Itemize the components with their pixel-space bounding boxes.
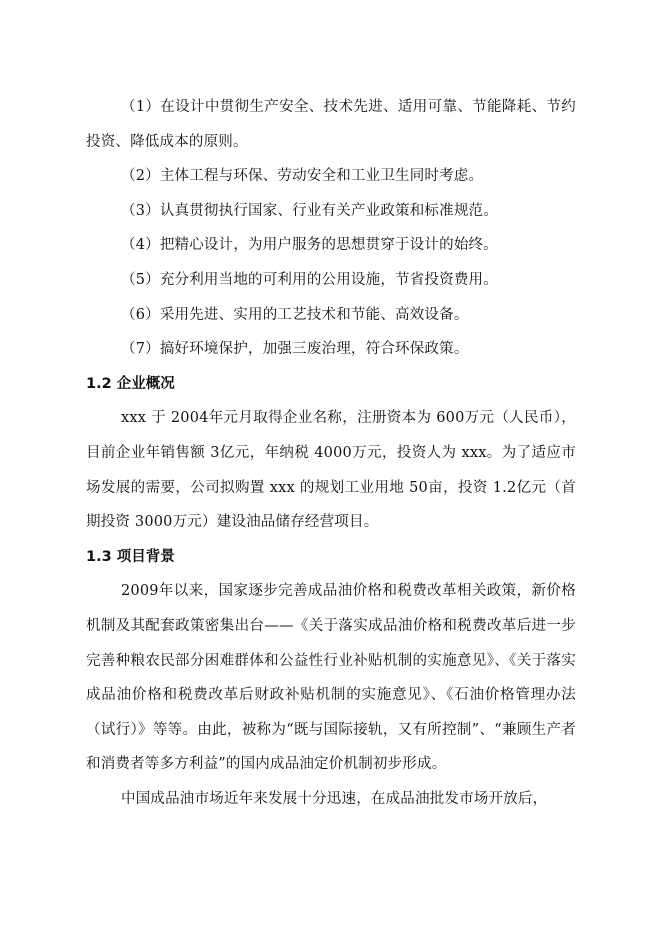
company-overview-paragraph: xxx 于 2004年元月取得企业名称，注册资本为 600万元（人民币），目前企业年销售额 3亿元，年纳税 4000万元，投资人为 xxx。为了适应市场发展的需要，公司拟购置 xxx 的规划工业用地 50亩，投资 1.2亿元（首期投资 3000万元）建设油品储存经营项目。 [86, 410, 576, 531]
principle-item: （6）采用先进、实用的工艺技术和节能、高效设备。 [121, 306, 469, 323]
document-page [86, 90, 576, 816]
principle-item: （7）搞好环境保护，加强三废治理，符合环保政策。 [121, 341, 469, 358]
project-background-paragraph-2: 中国成品油市场近年来发展十分迅速，在成品油批发市场开放后， [121, 790, 548, 807]
principle-item: （3）认真贯彻执行国家、行业有关产业政策和标准规范。 [121, 202, 498, 219]
section-heading-company-overview: 1.2 企业概况 [86, 375, 175, 392]
principle-item: （1）在设计中贯彻生产安全、技术先进、适用可靠、节能降耗、节约投资、降低成本的原则。 [86, 99, 576, 150]
project-background-paragraph: 2009年以来，国家逐步完善成品油价格和税费改革相关政策，新价格机制及其配套政策密集出台——《关于落实成品油价格和税费改革后进一步完善种粮农民部分困难群体和公益性行业补贴机制的实施意见》、《关于落实成品油价格和税费改革后财政补贴机制的实施意见》、《石油价格管理办法（试行）》等等。由此，被称为“既与国际接轨，又有所控制”、“兼顾生产者和消费者等多方利益”的国内成品油定价机制初步形成。 [86, 583, 576, 773]
principle-item: （2）主体工程与环保、劳动安全和工业卫生同时考虑。 [121, 168, 484, 185]
principle-item: （4）把精心设计，为用户服务的思想贯穿于设计的始终。 [121, 237, 498, 254]
section-heading-project-background: 1.3 项目背景 [86, 548, 175, 565]
principle-item: （5）充分利用当地的可利用的公用设施，节省投资费用。 [121, 271, 498, 288]
